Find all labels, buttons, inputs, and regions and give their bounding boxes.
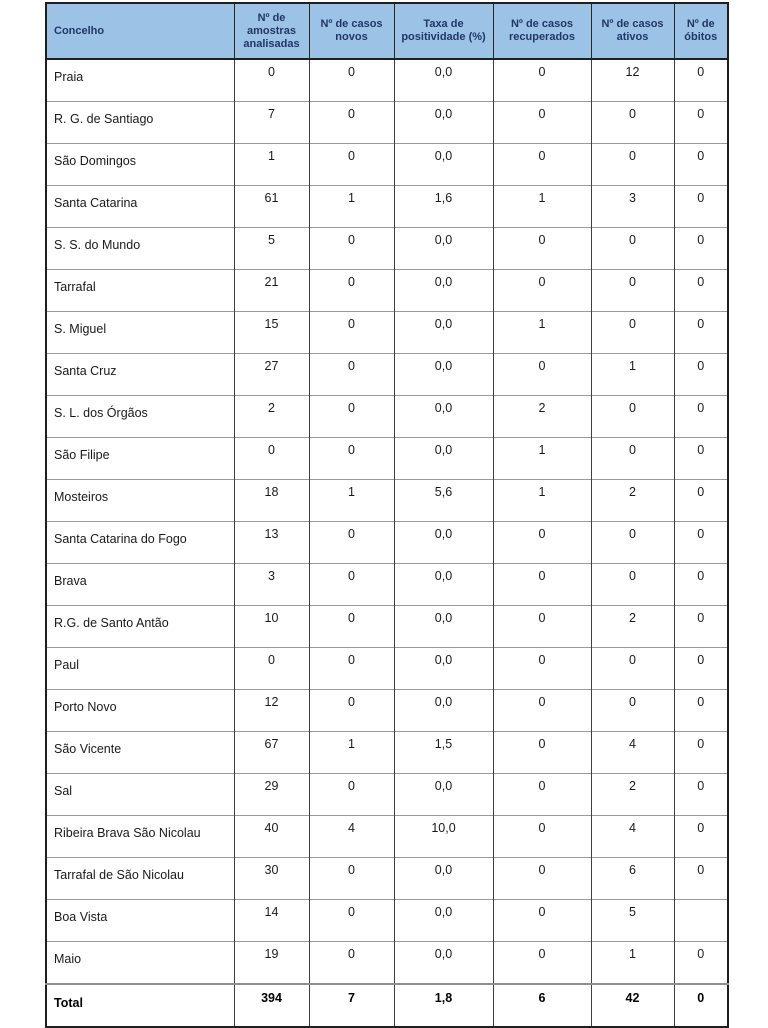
value-cell-casos-novos: 0 bbox=[309, 942, 394, 985]
value-cell-obitos: 0 bbox=[674, 774, 728, 816]
value-cell-recuperados: 0 bbox=[493, 648, 591, 690]
table-body bbox=[46, 59, 728, 984]
value-cell-ativos: 0 bbox=[591, 144, 674, 186]
table-row bbox=[46, 312, 728, 354]
value-cell-casos-novos: 0 bbox=[309, 144, 394, 186]
value-cell-amostras: 2 bbox=[234, 396, 309, 438]
value-cell-obitos: 0 bbox=[674, 186, 728, 228]
concelho-cell: Porto Novo bbox=[46, 690, 234, 732]
value-cell-casos-novos: 0 bbox=[309, 396, 394, 438]
value-cell-obitos: 0 bbox=[674, 648, 728, 690]
value-cell-amostras: 12 bbox=[234, 690, 309, 732]
total-value-cell: 7 bbox=[309, 984, 394, 1027]
total-value-cell: 42 bbox=[591, 984, 674, 1027]
value-cell-recuperados: 1 bbox=[493, 480, 591, 522]
concelho-cell: S. S. do Mundo bbox=[46, 228, 234, 270]
value-cell-recuperados: 0 bbox=[493, 900, 591, 942]
value-cell-ativos: 0 bbox=[591, 690, 674, 732]
value-cell-ativos: 12 bbox=[591, 59, 674, 102]
value-cell-ativos: 0 bbox=[591, 438, 674, 480]
table-row bbox=[46, 774, 728, 816]
table-row bbox=[46, 186, 728, 228]
value-cell-taxa: 0,0 bbox=[394, 522, 493, 564]
value-cell-ativos: 0 bbox=[591, 564, 674, 606]
value-cell-obitos: 0 bbox=[674, 59, 728, 102]
value-cell-recuperados: 0 bbox=[493, 270, 591, 312]
table-row bbox=[46, 648, 728, 690]
value-cell-casos-novos: 0 bbox=[309, 858, 394, 900]
value-cell-taxa: 0,0 bbox=[394, 564, 493, 606]
table-row bbox=[46, 942, 728, 985]
concelho-cell: Brava bbox=[46, 564, 234, 606]
concelho-cell: S. L. dos Órgãos bbox=[46, 396, 234, 438]
value-cell-taxa: 0,0 bbox=[394, 228, 493, 270]
value-cell-obitos: 0 bbox=[674, 102, 728, 144]
table-row bbox=[46, 564, 728, 606]
table-row bbox=[46, 102, 728, 144]
table-row bbox=[46, 480, 728, 522]
value-cell-taxa: 0,0 bbox=[394, 354, 493, 396]
concelho-cell: Boa Vista bbox=[46, 900, 234, 942]
table-row bbox=[46, 606, 728, 648]
value-cell-taxa: 0,0 bbox=[394, 900, 493, 942]
concelho-cell: São Vicente bbox=[46, 732, 234, 774]
value-cell-taxa: 1,6 bbox=[394, 186, 493, 228]
value-cell-casos-novos: 0 bbox=[309, 648, 394, 690]
value-cell-obitos: 0 bbox=[674, 396, 728, 438]
value-cell-taxa: 0,0 bbox=[394, 312, 493, 354]
value-cell-taxa: 0,0 bbox=[394, 606, 493, 648]
value-cell-casos-novos: 0 bbox=[309, 774, 394, 816]
value-cell-casos-novos: 0 bbox=[309, 690, 394, 732]
value-cell-recuperados: 0 bbox=[493, 732, 591, 774]
value-cell-obitos: 0 bbox=[674, 690, 728, 732]
concelho-cell: Mosteiros bbox=[46, 480, 234, 522]
value-cell-amostras: 61 bbox=[234, 186, 309, 228]
table-row bbox=[46, 522, 728, 564]
value-cell-amostras: 67 bbox=[234, 732, 309, 774]
value-cell-amostras: 10 bbox=[234, 606, 309, 648]
value-cell-casos-novos: 1 bbox=[309, 732, 394, 774]
value-cell-casos-novos: 0 bbox=[309, 522, 394, 564]
value-cell-ativos: 1 bbox=[591, 354, 674, 396]
value-cell-amostras: 5 bbox=[234, 228, 309, 270]
concelho-cell: Santa Catarina bbox=[46, 186, 234, 228]
value-cell-taxa: 0,0 bbox=[394, 774, 493, 816]
value-cell-taxa: 5,6 bbox=[394, 480, 493, 522]
value-cell-recuperados: 0 bbox=[493, 606, 591, 648]
column-header-amostras-analisadas: Nº de amostras analisadas bbox=[234, 3, 309, 59]
value-cell-taxa: 1,5 bbox=[394, 732, 493, 774]
value-cell-recuperados: 0 bbox=[493, 59, 591, 102]
value-cell-recuperados: 0 bbox=[493, 942, 591, 985]
total-value-cell: 0 bbox=[674, 984, 728, 1027]
value-cell-ativos: 1 bbox=[591, 942, 674, 985]
total-row bbox=[46, 984, 728, 1027]
value-cell-taxa: 0,0 bbox=[394, 396, 493, 438]
value-cell-ativos: 4 bbox=[591, 732, 674, 774]
value-cell-recuperados: 1 bbox=[493, 438, 591, 480]
concelho-cell: S. Miguel bbox=[46, 312, 234, 354]
total-value-cell: 6 bbox=[493, 984, 591, 1027]
value-cell-obitos: 0 bbox=[674, 522, 728, 564]
value-cell-casos-novos: 0 bbox=[309, 228, 394, 270]
value-cell-casos-novos: 0 bbox=[309, 438, 394, 480]
value-cell-amostras: 29 bbox=[234, 774, 309, 816]
value-cell-ativos: 2 bbox=[591, 774, 674, 816]
table-row bbox=[46, 858, 728, 900]
table-row bbox=[46, 228, 728, 270]
value-cell-taxa: 0,0 bbox=[394, 858, 493, 900]
value-cell-casos-novos: 0 bbox=[309, 59, 394, 102]
concelho-cell: Sal bbox=[46, 774, 234, 816]
value-cell-amostras: 0 bbox=[234, 648, 309, 690]
value-cell-recuperados: 0 bbox=[493, 690, 591, 732]
value-cell-ativos: 0 bbox=[591, 396, 674, 438]
value-cell-recuperados: 1 bbox=[493, 312, 591, 354]
value-cell-amostras: 30 bbox=[234, 858, 309, 900]
value-cell-taxa: 0,0 bbox=[394, 942, 493, 985]
value-cell-recuperados: 0 bbox=[493, 774, 591, 816]
value-cell-obitos: 0 bbox=[674, 942, 728, 985]
value-cell-recuperados: 0 bbox=[493, 354, 591, 396]
value-cell-ativos: 2 bbox=[591, 606, 674, 648]
value-cell-obitos: 0 bbox=[674, 816, 728, 858]
value-cell-taxa: 0,0 bbox=[394, 59, 493, 102]
concelho-cell: Tarrafal de São Nicolau bbox=[46, 858, 234, 900]
table-row bbox=[46, 690, 728, 732]
value-cell-ativos: 0 bbox=[591, 102, 674, 144]
value-cell-taxa: 0,0 bbox=[394, 690, 493, 732]
value-cell-recuperados: 0 bbox=[493, 102, 591, 144]
total-value-cell: 394 bbox=[234, 984, 309, 1027]
value-cell-ativos: 6 bbox=[591, 858, 674, 900]
value-cell-casos-novos: 0 bbox=[309, 102, 394, 144]
value-cell-casos-novos: 0 bbox=[309, 270, 394, 312]
concelho-cell: Praia bbox=[46, 59, 234, 102]
value-cell-ativos: 2 bbox=[591, 480, 674, 522]
table-row bbox=[46, 354, 728, 396]
value-cell-recuperados: 2 bbox=[493, 396, 591, 438]
value-cell-amostras: 21 bbox=[234, 270, 309, 312]
value-cell-recuperados: 1 bbox=[493, 186, 591, 228]
value-cell-taxa: 0,0 bbox=[394, 438, 493, 480]
value-cell-amostras: 27 bbox=[234, 354, 309, 396]
table-row bbox=[46, 144, 728, 186]
value-cell-recuperados: 0 bbox=[493, 144, 591, 186]
value-cell-casos-novos: 0 bbox=[309, 312, 394, 354]
value-cell-amostras: 3 bbox=[234, 564, 309, 606]
concelho-cell: Santa Cruz bbox=[46, 354, 234, 396]
table-row bbox=[46, 396, 728, 438]
concelho-cell: São Filipe bbox=[46, 438, 234, 480]
value-cell-obitos: 0 bbox=[674, 270, 728, 312]
value-cell-amostras: 40 bbox=[234, 816, 309, 858]
total-value-cell: 1,8 bbox=[394, 984, 493, 1027]
table-row bbox=[46, 270, 728, 312]
value-cell-obitos: 0 bbox=[674, 144, 728, 186]
value-cell-ativos: 4 bbox=[591, 816, 674, 858]
value-cell-obitos: 0 bbox=[674, 438, 728, 480]
value-cell-ativos: 0 bbox=[591, 648, 674, 690]
concelho-cell: Santa Catarina do Fogo bbox=[46, 522, 234, 564]
concelho-cell: Maio bbox=[46, 942, 234, 985]
concelho-table bbox=[45, 2, 729, 1028]
table-row bbox=[46, 732, 728, 774]
value-cell-obitos: 0 bbox=[674, 564, 728, 606]
value-cell-recuperados: 0 bbox=[493, 858, 591, 900]
value-cell-amostras: 0 bbox=[234, 438, 309, 480]
concelho-cell: Ribeira Brava São Nicolau bbox=[46, 816, 234, 858]
value-cell-obitos: 0 bbox=[674, 606, 728, 648]
value-cell-casos-novos: 0 bbox=[309, 354, 394, 396]
value-cell-obitos: 0 bbox=[674, 312, 728, 354]
table-row bbox=[46, 438, 728, 480]
concelho-cell: Paul bbox=[46, 648, 234, 690]
concelho-cell: São Domingos bbox=[46, 144, 234, 186]
value-cell-casos-novos: 0 bbox=[309, 564, 394, 606]
value-cell-recuperados: 0 bbox=[493, 228, 591, 270]
value-cell-taxa: 0,0 bbox=[394, 144, 493, 186]
concelho-cell: Tarrafal bbox=[46, 270, 234, 312]
table-row bbox=[46, 900, 728, 942]
value-cell-obitos: 0 bbox=[674, 858, 728, 900]
table-row bbox=[46, 59, 728, 102]
value-cell-ativos: 0 bbox=[591, 312, 674, 354]
value-cell-casos-novos: 0 bbox=[309, 900, 394, 942]
value-cell-casos-novos: 0 bbox=[309, 606, 394, 648]
column-header-obitos: Nº de óbitos bbox=[674, 3, 728, 59]
value-cell-amostras: 15 bbox=[234, 312, 309, 354]
concelho-cell: R. G. de Santiago bbox=[46, 102, 234, 144]
value-cell-amostras: 0 bbox=[234, 59, 309, 102]
column-header-casos-ativos: Nº de casos ativos bbox=[591, 3, 674, 59]
value-cell-recuperados: 0 bbox=[493, 816, 591, 858]
value-cell-taxa: 0,0 bbox=[394, 648, 493, 690]
value-cell-casos-novos: 4 bbox=[309, 816, 394, 858]
value-cell-taxa: 0,0 bbox=[394, 270, 493, 312]
table-row bbox=[46, 816, 728, 858]
value-cell-ativos: 0 bbox=[591, 270, 674, 312]
column-header-concelho: Concelho bbox=[46, 3, 234, 59]
value-cell-amostras: 19 bbox=[234, 942, 309, 985]
value-cell-recuperados: 0 bbox=[493, 522, 591, 564]
value-cell-ativos: 0 bbox=[591, 228, 674, 270]
value-cell-obitos: 0 bbox=[674, 354, 728, 396]
value-cell-amostras: 18 bbox=[234, 480, 309, 522]
value-cell-taxa: 10,0 bbox=[394, 816, 493, 858]
value-cell-casos-novos: 1 bbox=[309, 186, 394, 228]
total-label-cell: Total bbox=[46, 984, 234, 1027]
concelho-cell: R.G. de Santo Antão bbox=[46, 606, 234, 648]
value-cell-obitos: 0 bbox=[674, 480, 728, 522]
value-cell-recuperados: 0 bbox=[493, 564, 591, 606]
column-header-taxa-positividade: Taxa de positividade (%) bbox=[394, 3, 493, 59]
value-cell-obitos: 0 bbox=[674, 732, 728, 774]
concelho-table-container bbox=[45, 2, 729, 1028]
value-cell-taxa: 0,0 bbox=[394, 102, 493, 144]
value-cell-ativos: 5 bbox=[591, 900, 674, 942]
value-cell-amostras: 14 bbox=[234, 900, 309, 942]
value-cell-amostras: 13 bbox=[234, 522, 309, 564]
value-cell-obitos: 0 bbox=[674, 228, 728, 270]
value-cell-amostras: 7 bbox=[234, 102, 309, 144]
column-header-casos-novos: Nº de casos novos bbox=[309, 3, 394, 59]
column-header-casos-recuperados: Nº de casos recuperados bbox=[493, 3, 591, 59]
value-cell-casos-novos: 1 bbox=[309, 480, 394, 522]
value-cell-amostras: 1 bbox=[234, 144, 309, 186]
value-cell-ativos: 0 bbox=[591, 522, 674, 564]
value-cell-ativos: 3 bbox=[591, 186, 674, 228]
header-row bbox=[46, 3, 728, 59]
value-cell-obitos bbox=[674, 900, 728, 942]
